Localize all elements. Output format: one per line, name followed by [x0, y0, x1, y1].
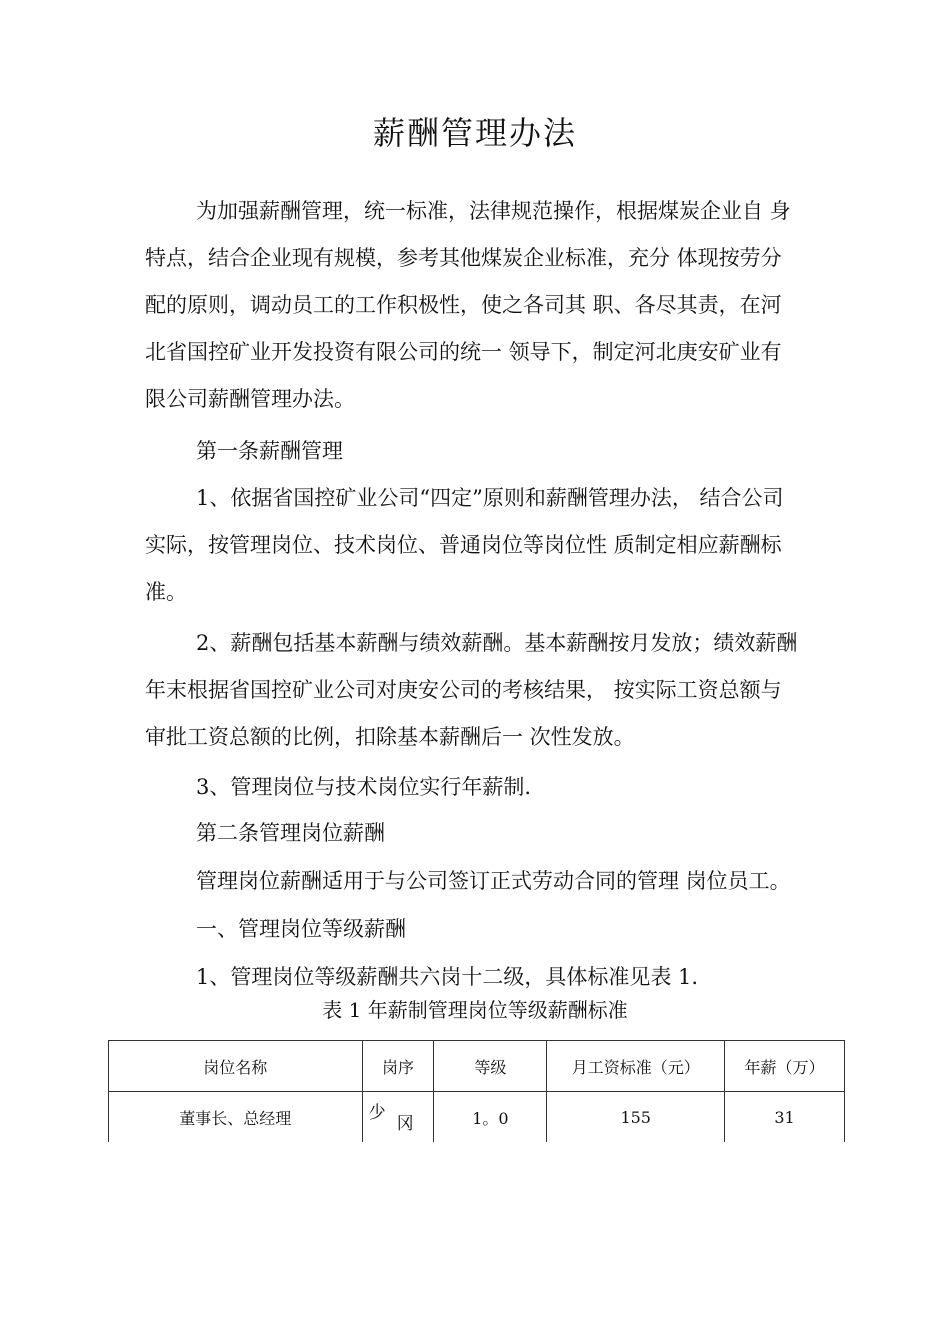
article-1-item-1: [145, 475, 845, 616]
intro-line: 北省国控矿业开发投资有限公司的统一 领导下，制定河北庚安矿业有: [145, 340, 782, 364]
position-name-cell: 董事长、总经理: [109, 1092, 363, 1143]
item-line: 审批工资总额的比例，扣除基本薪酬后一 次性发放。: [145, 725, 635, 749]
page-title: 薪酬管理办法: [372, 114, 577, 152]
column-header: 岗位名称: [109, 1041, 363, 1092]
item-line: 实际，按管理岗位、技术岗位、普通岗位等岗位性 质制定相应薪酬标: [145, 533, 782, 557]
item-line: 1、依据省国控矿业公司“四定”原则和薪酬管理办法， 结合公司: [196, 486, 784, 510]
table-caption: 表 1 年薪制管理岗位等级薪酬标准: [322, 998, 628, 1022]
column-header: 等级: [434, 1041, 547, 1092]
level-cell: 1。0: [434, 1092, 547, 1143]
article-2-heading: 第二条管理岗位薪酬: [196, 821, 385, 845]
article-1-heading: 第一条薪酬管理: [196, 439, 343, 463]
table-row: [109, 1092, 845, 1143]
section-1-heading: 一、管理岗位等级薪酬: [196, 917, 406, 941]
article-1-item-2: [145, 620, 845, 761]
intro-line: 限公司薪酬管理办法。: [145, 387, 355, 411]
monthly-salary-cell: 155: [547, 1092, 725, 1143]
salary-table: [108, 1040, 845, 1142]
column-header: 岗序: [362, 1041, 434, 1092]
order-glyph-b: 冈: [396, 1114, 414, 1134]
table-header-row: [109, 1041, 845, 1092]
intro-line: 配的原则，调动员工的工作积极性，使之各司其 职、各尽其责，在河: [145, 293, 782, 317]
annual-salary-cell: 31: [725, 1092, 845, 1143]
item-line: 年末根据省国控矿业公司对庚安公司的考核结果， 按实际工资总额与: [145, 678, 782, 702]
intro-line: 特点，结合企业现有规模，参考其他煤炭企业标准，充分 体现按劳分: [145, 246, 782, 270]
item-line: 2、薪酬包括基本薪酬与绩效薪酬。基本薪酬按月发放；绩效薪酬: [196, 631, 798, 655]
item-line: 准。: [145, 580, 187, 604]
article-1-item-3: 3、管理岗位与技术岗位实行年薪制.: [196, 775, 532, 799]
article-2-text: 管理岗位薪酬适用于与公司签订正式劳动合同的管理 岗位员工。: [196, 869, 791, 893]
intro-paragraph: [145, 188, 845, 423]
position-order-cell: [362, 1092, 434, 1143]
column-header: 年薪（万）: [725, 1041, 845, 1092]
column-header: 月工资标准（元）: [547, 1041, 725, 1092]
order-glyph-a: 少: [368, 1103, 386, 1123]
section-1-item-1: 1、管理岗位等级薪酬共六岗十二级，具体标准见表 1.: [196, 965, 699, 989]
intro-line: 为加强薪酬管理，统一标准，法律规范操作，根据煤炭企业自 身: [196, 199, 791, 223]
